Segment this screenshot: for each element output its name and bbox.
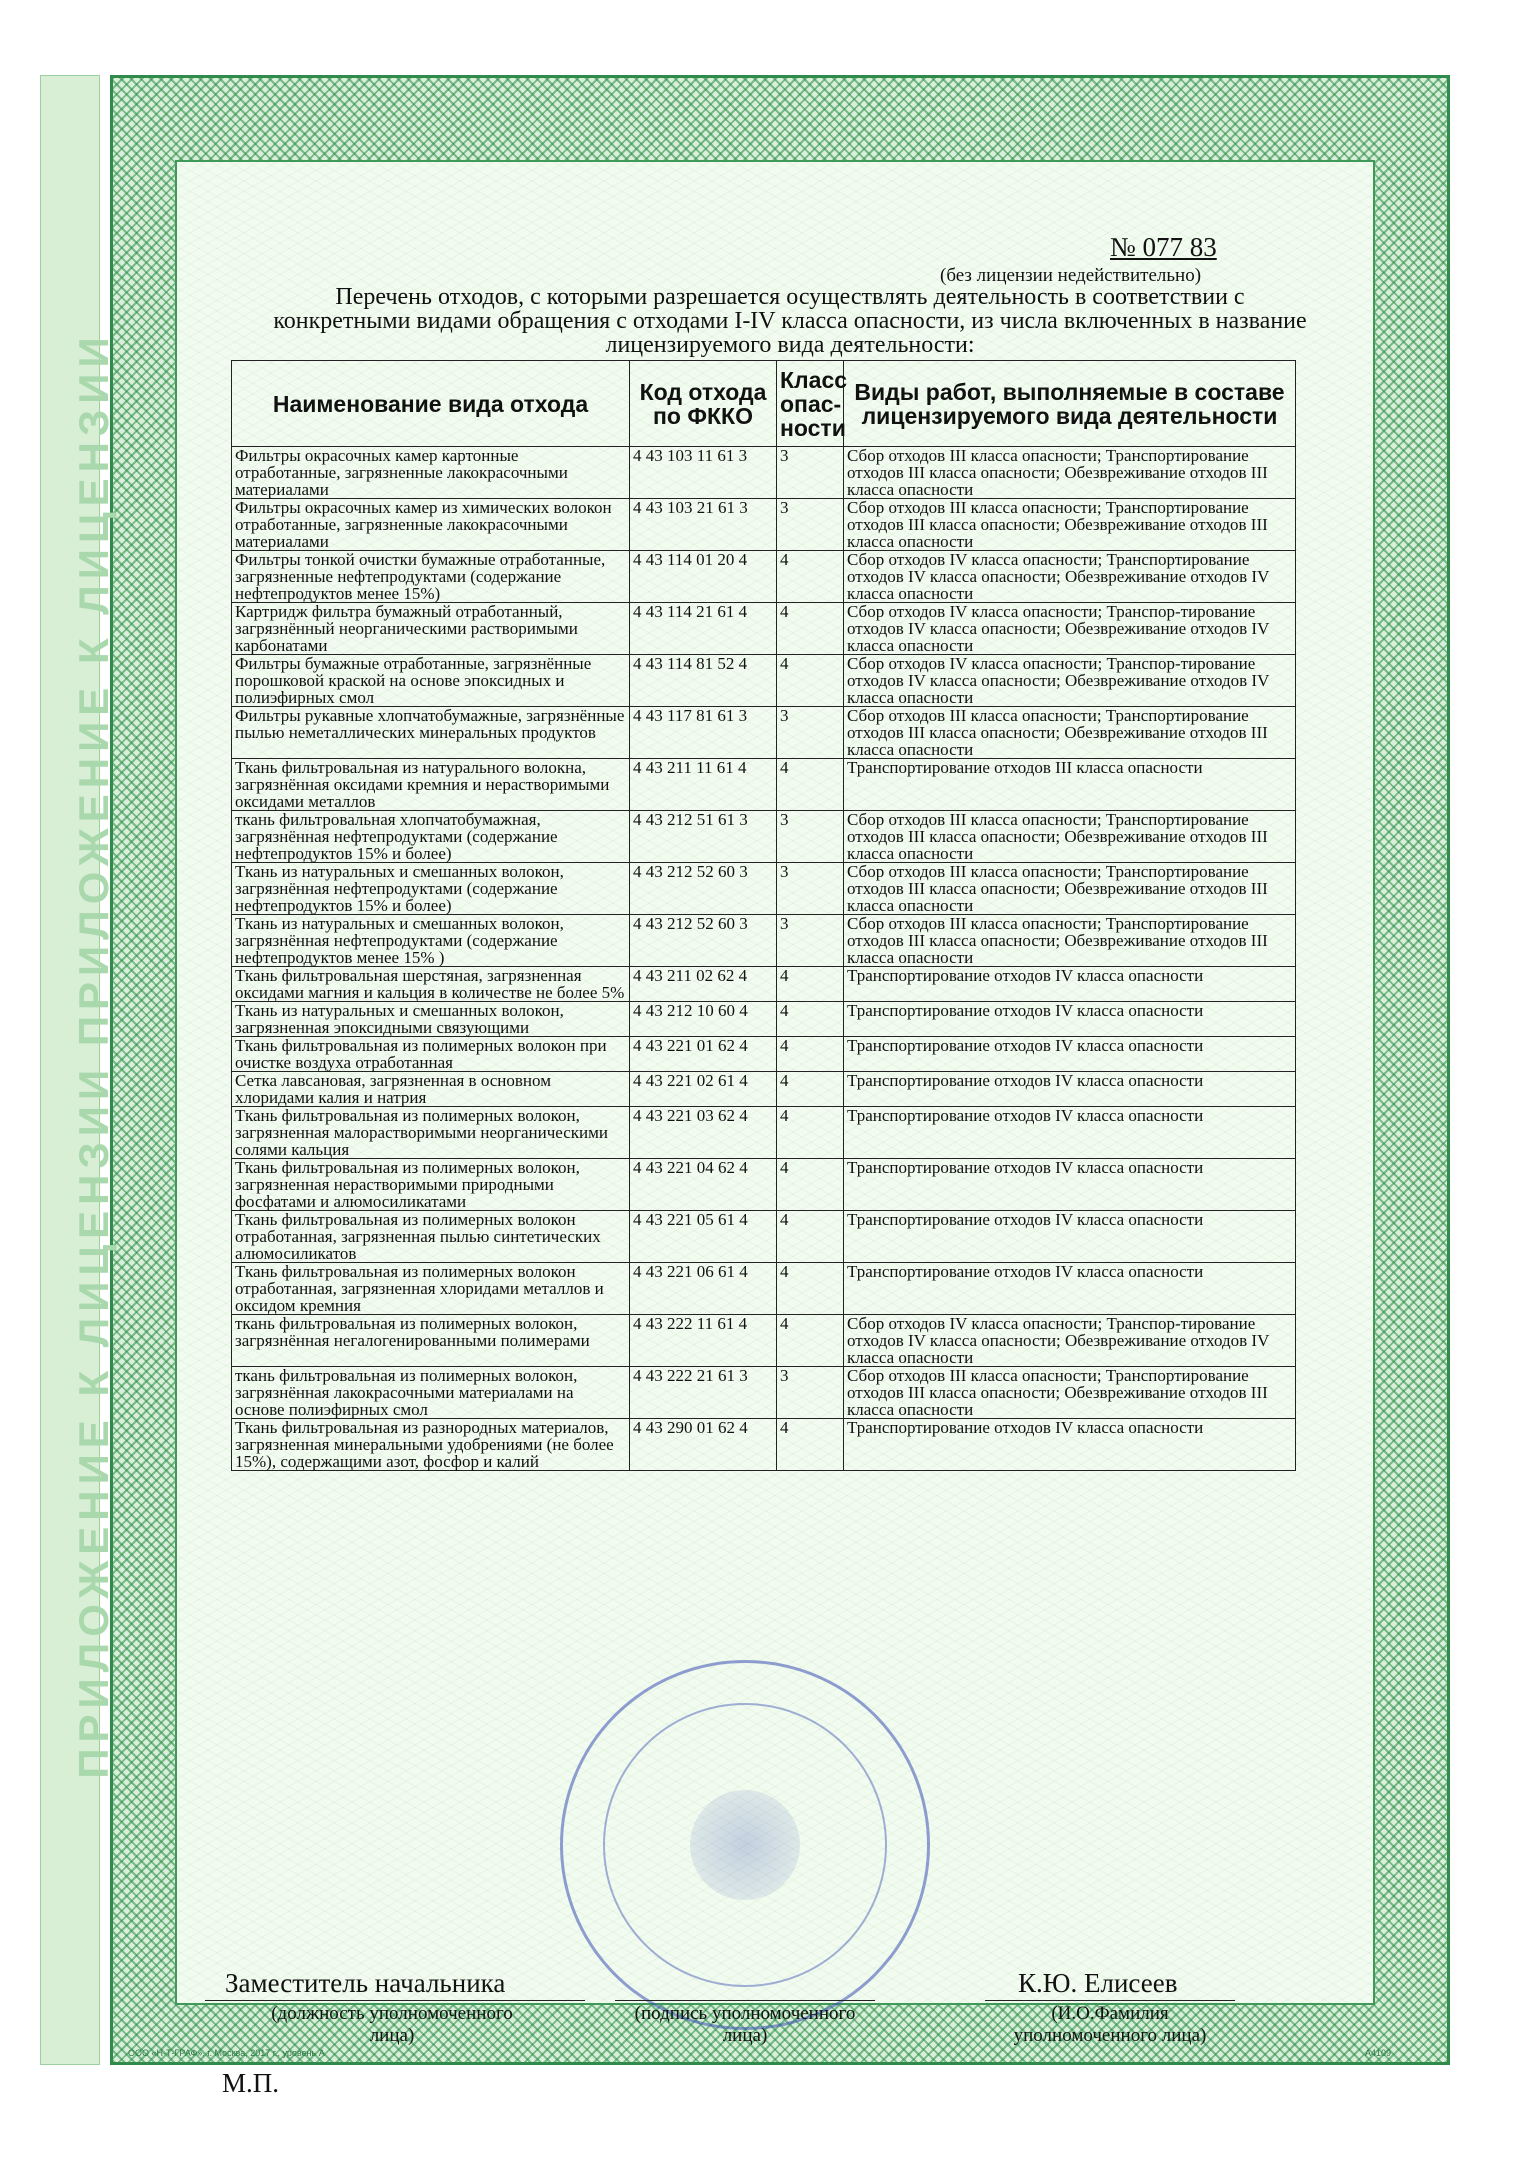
- signature-line: [615, 2000, 875, 2001]
- table-row: [232, 655, 1296, 707]
- fkko-code-cell: 4 43 103 21 61 3: [630, 499, 777, 551]
- work-types-cell: Сбор отходов IV класса опасности; Транспор-тирование отходов IV класса опасности; Обезвреживание отходов IV класса опасности: [844, 603, 1296, 655]
- work-types-cell: Сбор отходов III класса опасности; Транспортирование отходов III класса опасности; Обезвреживание отходов III класса опасности: [844, 863, 1296, 915]
- table-row: [232, 499, 1296, 551]
- header-work-types: Виды работ, выполняемые в составе лицензируемого вида деятельности: [844, 361, 1296, 447]
- table-row: [232, 1159, 1296, 1211]
- hazard-class-cell: 3: [777, 707, 844, 759]
- fkko-code-cell: 4 43 212 51 61 3: [630, 811, 777, 863]
- seal-emblem: [690, 1790, 800, 1900]
- waste-name-cell: Картридж фильтра бумажный отработанный, загрязнённый неорганическими растворимыми карбонатами: [232, 603, 630, 655]
- waste-name-cell: Ткань фильтровальная из полимерных волокон отработанная, загрязненная хлоридами металлов и оксидом кремния: [232, 1263, 630, 1315]
- waste-name-cell: ткань фильтровальная из полимерных волокон, загрязнённая лакокрасочными материалами на основе полиэфирных смол: [232, 1367, 630, 1419]
- fkko-code-cell: 4 43 221 04 62 4: [630, 1159, 777, 1211]
- waste-name-cell: Ткань из натуральных и смешанных волокон, загрязнённая нефтепродуктами (содержание нефтепродуктов 15% и более): [232, 863, 630, 915]
- work-types-cell: Транспортирование отходов IV класса опасности: [844, 1211, 1296, 1263]
- hazard-class-cell: 4: [777, 1263, 844, 1315]
- fkko-code-cell: 4 43 221 06 61 4: [630, 1263, 777, 1315]
- fkko-code-cell: 4 43 212 10 60 4: [630, 1002, 777, 1037]
- hazard-class-cell: 4: [777, 1107, 844, 1159]
- table-row: [232, 1072, 1296, 1107]
- document-number: № 077 83: [1110, 232, 1217, 262]
- work-types-cell: Транспортирование отходов IV класса опасности: [844, 1002, 1296, 1037]
- waste-name-cell: Фильтры окрасочных камер из химических волокон отработанные, загрязненные лакокрасочными материалами: [232, 499, 630, 551]
- fkko-code-cell: 4 43 211 02 62 4: [630, 967, 777, 1002]
- printer-imprint: ООО «Н-Т-ГРАФ», г. Москва, 2017 г., уровень А: [128, 2048, 325, 2058]
- fkko-code-cell: 4 43 221 01 62 4: [630, 1037, 777, 1072]
- waste-name-cell: Ткань фильтровальная шерстяная, загрязненная оксидами магния и кальция в количестве не более 5%: [232, 967, 630, 1002]
- work-types-cell: Сбор отходов III класса опасности; Транспортирование отходов III класса опасности; Обезвреживание отходов III класса опасности: [844, 499, 1296, 551]
- work-types-cell: Сбор отходов III класса опасности; Транспортирование отходов III класса опасности; Обезвреживание отходов III класса опасности: [844, 915, 1296, 967]
- hazard-class-cell: 4: [777, 759, 844, 811]
- hazard-class-cell: 3: [777, 1367, 844, 1419]
- table-row: [232, 447, 1296, 499]
- waste-name-cell: Ткань из натуральных и смешанных волокон, загрязнённая нефтепродуктами (содержание нефтепродуктов менее 15% ): [232, 915, 630, 967]
- hazard-class-cell: 4: [777, 655, 844, 707]
- signer-name: К.Ю. Елисеев: [1018, 1968, 1178, 1998]
- side-label: ПРИЛОЖЕНИЕ К ЛИЦЕНЗИИ ПРИЛОЖЕНИЕ К ЛИЦЕНЗИИ: [70, 331, 117, 1779]
- hazard-class-cell: 3: [777, 915, 844, 967]
- waste-name-cell: Ткань фильтровальная из полимерных волокон, загрязненная малорастворимыми неорганическими солями кальция: [232, 1107, 630, 1159]
- work-types-cell: Сбор отходов III класса опасности; Транспортирование отходов III класса опасности; Обезвреживание отходов III класса опасности: [844, 811, 1296, 863]
- work-types-cell: Транспортирование отходов IV класса опасности: [844, 1159, 1296, 1211]
- table-row: [232, 863, 1296, 915]
- table-row: [232, 967, 1296, 1002]
- waste-name-cell: ткань фильтровальная из полимерных волокон, загрязнённая негалогенированными полимерами: [232, 1315, 630, 1367]
- waste-table: [231, 360, 1296, 1471]
- table-row: [232, 1002, 1296, 1037]
- hazard-class-cell: 4: [777, 1159, 844, 1211]
- work-types-cell: Сбор отходов IV класса опасности; Транспор-тирование отходов IV класса опасности; Обезвреживание отходов IV класса опасности: [844, 1315, 1296, 1367]
- table-header-row: [232, 361, 1296, 447]
- work-types-cell: Транспортирование отходов III класса опасности: [844, 759, 1296, 811]
- fkko-code-cell: 4 43 103 11 61 3: [630, 447, 777, 499]
- fkko-code-cell: 4 43 212 52 60 3: [630, 915, 777, 967]
- hazard-class-cell: 4: [777, 967, 844, 1002]
- fkko-code-cell: 4 43 114 21 61 4: [630, 603, 777, 655]
- fkko-code-cell: 4 43 221 05 61 4: [630, 1211, 777, 1263]
- table-row: [232, 1037, 1296, 1072]
- table-row: [232, 1263, 1296, 1315]
- waste-name-cell: Фильтры рукавные хлопчатобумажные, загрязнённые пылью неметаллических минеральных продуктов: [232, 707, 630, 759]
- hazard-class-cell: 3: [777, 499, 844, 551]
- hazard-class-cell: 4: [777, 1315, 844, 1367]
- work-types-cell: Транспортирование отходов IV класса опасности: [844, 967, 1296, 1002]
- waste-name-cell: Ткань фильтровальная из разнородных материалов, загрязненная минеральными удобрениями (не более 15%), содержащими азот, фосфор и калий: [232, 1419, 630, 1471]
- signer-position: Заместитель начальника: [225, 1968, 506, 1998]
- waste-name-cell: Ткань фильтровальная из натурального волокна, загрязнённая оксидами кремния и нерастворимыми оксидами металлов: [232, 759, 630, 811]
- table-row: [232, 1315, 1296, 1367]
- document-heading: Перечень отходов, с которыми разрешается осуществлять деятельность в соответствии с конкретными видами обращения с отходами I-IV класса опасности, из числа включенных в название лицензируемого вида деятельности:: [273, 284, 1307, 358]
- fkko-code-cell: 4 43 114 81 52 4: [630, 655, 777, 707]
- form-code: А4109: [1365, 2048, 1392, 2058]
- waste-name-cell: Фильтры тонкой очистки бумажные отработанные, загрязненные нефтепродуктами (содержание нефтепродуктов менее 15%): [232, 551, 630, 603]
- waste-name-cell: Сетка лавсановая, загрязненная в основном хлоридами калия и натрия: [232, 1072, 630, 1107]
- fkko-code-cell: 4 43 211 11 61 4: [630, 759, 777, 811]
- hazard-class-cell: 3: [777, 811, 844, 863]
- fkko-code-cell: 4 43 222 21 61 3: [630, 1367, 777, 1419]
- work-types-cell: Транспортирование отходов IV класса опасности: [844, 1072, 1296, 1107]
- name-caption: (И.О.Фамилия уполномоченного лица): [1013, 2003, 1207, 2046]
- fkko-code-cell: 4 43 114 01 20 4: [630, 551, 777, 603]
- work-types-cell: Транспортирование отходов IV класса опасности: [844, 1419, 1296, 1471]
- table-row: [232, 1211, 1296, 1263]
- fkko-code-cell: 4 43 290 01 62 4: [630, 1419, 777, 1471]
- hazard-class-cell: 4: [777, 551, 844, 603]
- table-row: [232, 811, 1296, 863]
- waste-name-cell: Фильтры окрасочных камер картонные отработанные, загрязненные лакокрасочными материалами: [232, 447, 630, 499]
- hazard-class-cell: 3: [777, 863, 844, 915]
- header-fkko-code: Код отхода по ФККО: [630, 361, 777, 447]
- waste-name-cell: Ткань фильтровальная из полимерных волокон, загрязненная нерастворимыми природными фосфатами и алюмосиликатами: [232, 1159, 630, 1211]
- hazard-class-cell: 3: [777, 447, 844, 499]
- table-row: [232, 1367, 1296, 1419]
- position-caption: (должность уполномоченного лица): [271, 2003, 513, 2046]
- fkko-code-cell: 4 43 117 81 61 3: [630, 707, 777, 759]
- fkko-code-cell: 4 43 221 02 61 4: [630, 1072, 777, 1107]
- table-row: [232, 915, 1296, 967]
- work-types-cell: Сбор отходов III класса опасности; Транспортирование отходов III класса опасности; Обезвреживание отходов III класса опасности: [844, 447, 1296, 499]
- work-types-cell: Сбор отходов III класса опасности; Транспортирование отходов III класса опасности; Обезвреживание отходов III класса опасности: [844, 1367, 1296, 1419]
- hazard-class-cell: 4: [777, 1072, 844, 1107]
- hazard-class-cell: 4: [777, 1037, 844, 1072]
- table-row: [232, 1419, 1296, 1471]
- header-hazard-class: Класс опас-ности: [777, 361, 844, 447]
- name-line: [985, 2000, 1235, 2001]
- fkko-code-cell: 4 43 221 03 62 4: [630, 1107, 777, 1159]
- hazard-class-cell: 4: [777, 1002, 844, 1037]
- work-types-cell: Сбор отходов IV класса опасности; Транспортирование отходов IV класса опасности; Обезвреживание отходов IV класса опасности: [844, 551, 1296, 603]
- table-row: [232, 707, 1296, 759]
- waste-name-cell: Ткань из натуральных и смешанных волокон, загрязненная эпоксидными связующими: [232, 1002, 630, 1037]
- validity-note: (без лицензии недействительно): [940, 265, 1202, 286]
- waste-name-cell: ткань фильтровальная хлопчатобумажная, загрязнённая нефтепродуктами (содержание нефтепродуктов 15% и более): [232, 811, 630, 863]
- table-row: [232, 551, 1296, 603]
- position-line: [205, 2000, 585, 2001]
- hazard-class-cell: 4: [777, 1419, 844, 1471]
- table-row: [232, 759, 1296, 811]
- work-types-cell: Транспортирование отходов IV класса опасности: [844, 1263, 1296, 1315]
- work-types-cell: Транспортирование отходов IV класса опасности: [844, 1107, 1296, 1159]
- waste-name-cell: Ткань фильтровальная из полимерных волокон при очистке воздуха отработанная: [232, 1037, 630, 1072]
- stamp-place: М.П.: [222, 2068, 280, 2098]
- work-types-cell: Сбор отходов IV класса опасности; Транспор-тирование отходов IV класса опасности; Обезвреживание отходов IV класса опасности: [844, 655, 1296, 707]
- waste-name-cell: Ткань фильтровальная из полимерных волокон отработанная, загрязненная пылью синтетических алюмосиликатов: [232, 1211, 630, 1263]
- table-row: [232, 1107, 1296, 1159]
- hazard-class-cell: 4: [777, 603, 844, 655]
- waste-name-cell: Фильтры бумажные отработанные, загрязнённые порошковой краской на основе эпоксидных и полиэфирных смол: [232, 655, 630, 707]
- fkko-code-cell: 4 43 222 11 61 4: [630, 1315, 777, 1367]
- work-types-cell: Сбор отходов III класса опасности; Транспортирование отходов III класса опасности; Обезвреживание отходов III класса опасности: [844, 707, 1296, 759]
- signature-caption: (подпись уполномоченного лица): [634, 2003, 856, 2046]
- hazard-class-cell: 4: [777, 1211, 844, 1263]
- work-types-cell: Транспортирование отходов IV класса опасности: [844, 1037, 1296, 1072]
- table-row: [232, 603, 1296, 655]
- fkko-code-cell: 4 43 212 52 60 3: [630, 863, 777, 915]
- header-waste-name: Наименование вида отхода: [232, 361, 630, 447]
